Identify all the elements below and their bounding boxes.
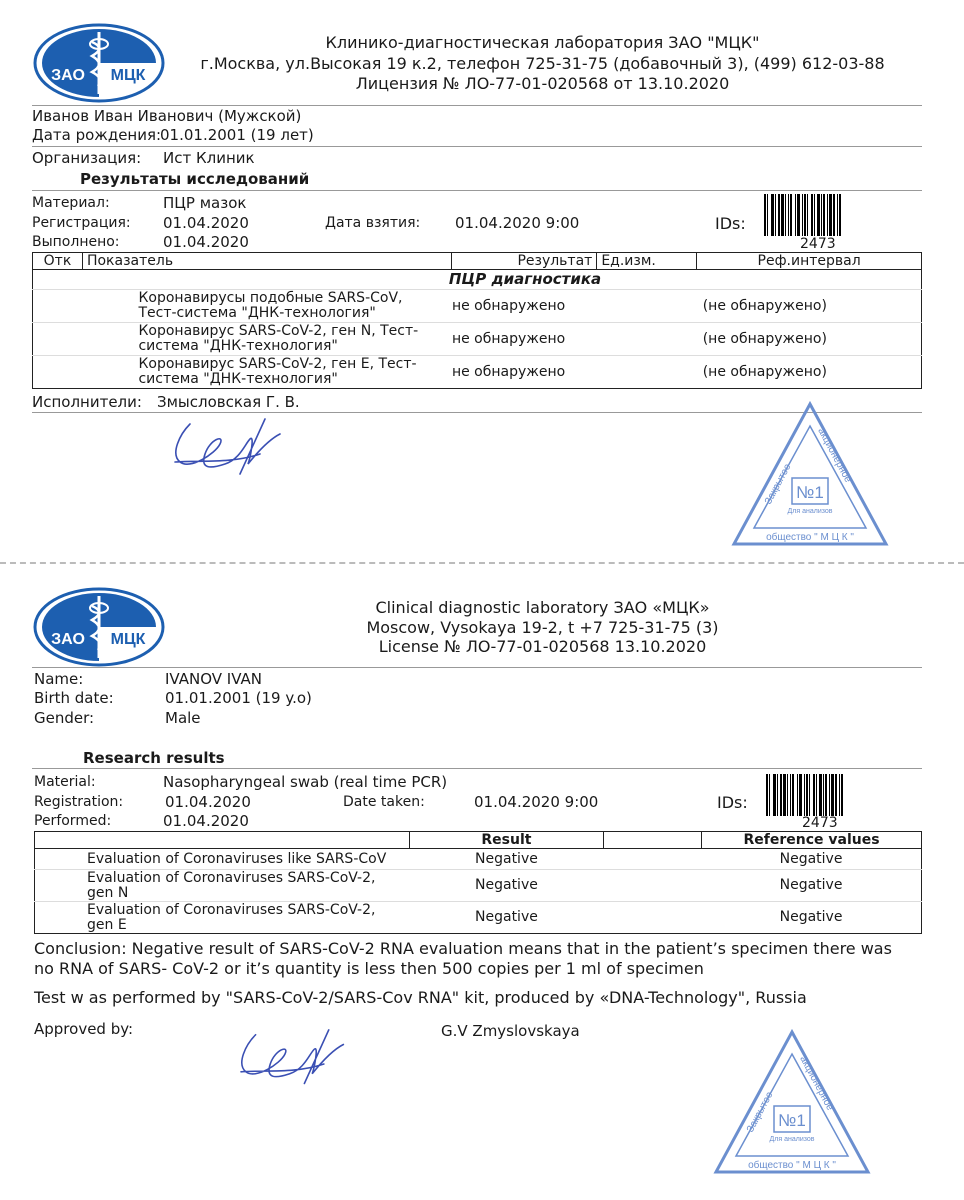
ru-date-taken-label: Дата взятия:: [325, 215, 421, 231]
ru-group-title: ПЦР диагностика: [448, 270, 602, 288]
svg-text:Закрытое: Закрытое: [762, 462, 794, 507]
ru-org-value: Ист Клиник: [163, 149, 255, 167]
svg-text:МЦК: МЦК: [110, 631, 146, 648]
indicator-line1: Evaluation of Coronaviruses SARS-CoV-2,: [87, 869, 376, 886]
indicator-line1: Evaluation of Coronaviruses like SARS-CoV: [87, 850, 387, 867]
ru-material-label: Материал:: [32, 195, 110, 211]
ru-registration-label: Регистрация:: [32, 215, 131, 231]
en-barcode: [766, 774, 843, 816]
ru-barcode: [764, 194, 841, 236]
table-row: [33, 356, 922, 389]
en-header-line3: License № ЛО-77-01-020568 13.10.2020: [378, 637, 707, 656]
ru-signature: [170, 414, 300, 498]
ref-value: (не обнаружено): [702, 297, 827, 314]
en-date-taken-value: 01.04.2020 9:00: [474, 793, 599, 811]
indicator-line2: gen N: [87, 884, 129, 901]
ref-value: (не обнаружено): [702, 363, 827, 380]
indicator-line1: Evaluation of Coronaviruses SARS-CoV-2,: [87, 901, 376, 918]
svg-text:акционерное: акционерное: [815, 426, 854, 485]
en-signature: [232, 1025, 367, 1107]
ref-value: Negative: [779, 877, 843, 893]
indicator-line2: Тест-система "ДНК-технология": [138, 305, 376, 321]
en-header-line2: Moscow, Vysokaya 19-2, t +7 725-31-75 (3): [366, 618, 719, 637]
en-conclusion-line2: no RNA of SARS- CoV-2 or it’s quantity is less then 500 copies per 1 ml of specimen: [34, 959, 704, 978]
result-value: Negative: [475, 877, 538, 893]
svg-text:№1: №1: [778, 1111, 806, 1130]
result-value: Negative: [475, 850, 538, 867]
ru-patient-name: Иванов Иван Иванович (Мужской): [32, 107, 302, 125]
ru-section-title: Результаты исследований: [80, 170, 310, 188]
svg-text:общество " М Ц К ": общество " М Ц К ": [748, 1160, 836, 1171]
ru-col-ref: Реф.интервал: [757, 252, 861, 269]
en-dob-label: Birth date:: [34, 689, 114, 707]
svg-text:акционерное: акционерное: [797, 1054, 836, 1113]
en-gender-value: Male: [165, 709, 201, 727]
indicator-line2: gen E: [87, 916, 127, 933]
en-date-taken-label: Date taken:: [343, 794, 425, 810]
ru-stamp: [730, 400, 890, 554]
en-gender-label: Gender:: [34, 709, 95, 727]
ref-value: (не обнаружено): [702, 330, 827, 347]
table-row: [33, 323, 922, 356]
ru-col-unit: Ед.изм.: [597, 253, 697, 270]
en-name-value: IVANOV IVAN: [165, 670, 262, 688]
indicator-line2: система "ДНК-технология": [138, 371, 338, 387]
svg-text:Закрытое: Закрытое: [744, 1090, 776, 1135]
svg-text:Для анализов: Для анализов: [787, 508, 833, 515]
result-value: не обнаружено: [451, 330, 566, 347]
en-header-line1: Clinical diagnostic laboratory ЗАО «МЦК»: [375, 598, 710, 617]
en-ids-label: IDs:: [717, 793, 748, 812]
svg-text:МЦК: МЦК: [110, 67, 146, 84]
en-approved-name: G.V Zmyslovskaya: [441, 1022, 580, 1040]
en-name-label: Name:: [34, 670, 84, 688]
en-stamp: [712, 1028, 872, 1182]
svg-text:ЗАО: ЗАО: [51, 67, 85, 84]
table-row: [33, 290, 922, 323]
ru-performed-value: 01.04.2020: [163, 233, 249, 251]
ru-date-taken-value: 01.04.2020 9:00: [455, 214, 580, 232]
ru-barcode-number: 2473: [800, 236, 836, 252]
ref-value: Negative: [779, 850, 843, 867]
svg-text:Для анализов: Для анализов: [769, 1136, 815, 1143]
result-value: не обнаружено: [451, 363, 566, 380]
en-performed-value: 01.04.2020: [163, 812, 249, 830]
en-results-table: [34, 831, 922, 934]
ru-performed-label: Выполнено:: [32, 234, 120, 250]
indicator-line2: система "ДНК-технология": [138, 338, 338, 354]
ru-registration-value: 01.04.2020: [163, 214, 249, 232]
en-conclusion-line1: Conclusion: Negative result of SARS-CoV-2 RNA evaluation means that in the patient’s specimen there was: [34, 939, 892, 958]
ru-header-line3: Лицензия № ЛО-77-01-020568 от 13.10.2020: [355, 74, 730, 93]
en-registration-value: 01.04.2020: [165, 793, 251, 811]
en-material-value: Nasopharyngeal swab (real time PCR): [163, 773, 448, 791]
en-col-result: Result: [409, 832, 604, 849]
table-row: [35, 849, 922, 870]
ru-col-result: Результат: [452, 253, 597, 270]
ru-executors-value: Змысловская Г. В.: [157, 393, 300, 411]
en-col-ref: Reference values: [743, 831, 880, 848]
ru-logo: [32, 22, 166, 108]
result-value: Negative: [475, 909, 538, 925]
en-dob-value: 01.01.2001 (19 y.o): [165, 689, 312, 707]
svg-text:ЗАО: ЗАО: [51, 631, 85, 648]
en-logo: [32, 586, 166, 672]
ru-col-otk: Отк: [33, 253, 83, 270]
en-registration-label: Registration:: [34, 794, 124, 810]
ru-header-line2: г.Москва, ул.Высокая 19 к.2, телефон 725-31-75 (добавочный 3), (499) 612-03-88: [200, 54, 885, 73]
indicator-line1: Коронавирусы подобные SARS-CoV,: [138, 290, 403, 306]
ru-col-indicator: Показатель: [86, 252, 174, 269]
ref-value: Negative: [779, 909, 843, 925]
en-kit-text: Test w as performed by "SARS-CoV-2/SARS-Cov RNA" kit, produced by «DNA-Technology", Russia: [34, 988, 807, 1007]
result-value: не обнаружено: [451, 297, 566, 314]
en-approved-label: Approved by:: [34, 1020, 134, 1038]
en-section-title: Research results: [83, 749, 225, 767]
en-performed-label: Performed:: [34, 813, 112, 829]
ru-material-value: ПЦР мазок: [163, 194, 247, 212]
ru-dob-value: 01.01.2001 (19 лет): [160, 126, 314, 144]
table-row: [35, 870, 922, 902]
ru-org-label: Организация:: [32, 149, 142, 167]
table-row: [35, 902, 922, 934]
en-barcode-number: 2473: [802, 815, 838, 831]
svg-text:№1: №1: [796, 483, 824, 502]
en-material-label: Material:: [34, 774, 96, 790]
ru-header-line1: Клинико-диагностическая лаборатория ЗАО "МЦК": [325, 33, 760, 52]
indicator-line1: Коронавирус SARS-CoV-2, ген N, Тест-: [138, 323, 419, 339]
ru-results-table: [32, 252, 922, 389]
ru-ids-label: IDs:: [715, 214, 746, 233]
indicator-line1: Коронавирус SARS-CoV-2, ген E, Тест-: [138, 356, 417, 372]
svg-text:общество " М Ц К ": общество " М Ц К ": [766, 532, 854, 543]
ru-executors-label: Исполнители:: [32, 393, 142, 411]
ru-dob-label: Дата рождения:: [32, 126, 162, 144]
